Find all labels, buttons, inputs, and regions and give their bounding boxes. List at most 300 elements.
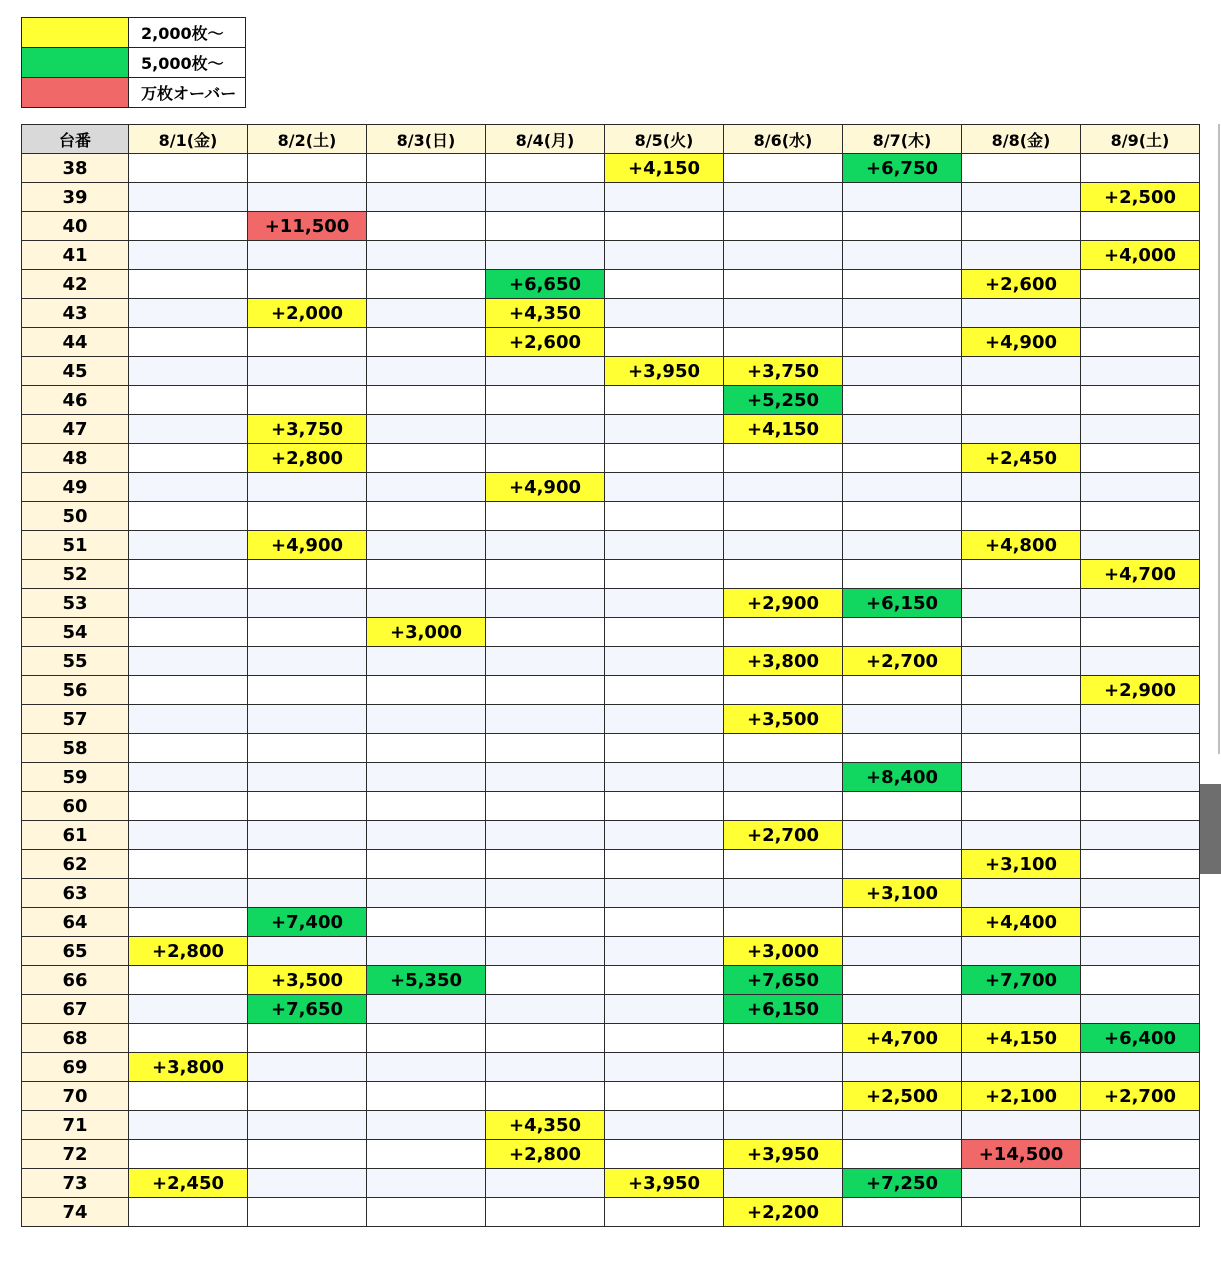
result-cell[interactable]	[605, 1198, 724, 1227]
result-cell[interactable]	[605, 270, 724, 299]
result-cell[interactable]	[724, 473, 843, 502]
result-cell[interactable]	[605, 763, 724, 792]
result-cell[interactable]	[724, 241, 843, 270]
machine-number[interactable]: 40	[22, 212, 129, 241]
result-cell[interactable]	[962, 589, 1081, 618]
result-cell[interactable]	[843, 502, 962, 531]
result-cell[interactable]	[962, 386, 1081, 415]
machine-number[interactable]: 62	[22, 850, 129, 879]
result-cell[interactable]	[962, 1198, 1081, 1227]
machine-number[interactable]: 50	[22, 502, 129, 531]
result-cell[interactable]	[605, 473, 724, 502]
result-cell[interactable]	[724, 1169, 843, 1198]
result-cell[interactable]	[962, 734, 1081, 763]
result-cell[interactable]: +2,700	[843, 647, 962, 676]
result-cell[interactable]	[724, 792, 843, 821]
result-cell[interactable]	[486, 589, 605, 618]
result-cell[interactable]	[248, 589, 367, 618]
result-cell[interactable]	[724, 154, 843, 183]
machine-number[interactable]: 57	[22, 705, 129, 734]
result-cell[interactable]	[367, 792, 486, 821]
result-cell[interactable]	[724, 1111, 843, 1140]
result-cell[interactable]: +3,800	[129, 1053, 248, 1082]
result-cell[interactable]	[367, 676, 486, 705]
result-cell[interactable]	[605, 531, 724, 560]
result-cell[interactable]	[367, 1111, 486, 1140]
machine-number[interactable]: 56	[22, 676, 129, 705]
machine-number[interactable]: 68	[22, 1024, 129, 1053]
result-cell[interactable]	[486, 995, 605, 1024]
result-cell[interactable]	[248, 1111, 367, 1140]
result-cell[interactable]	[962, 241, 1081, 270]
result-cell[interactable]	[367, 937, 486, 966]
result-cell[interactable]	[367, 386, 486, 415]
result-cell[interactable]	[367, 531, 486, 560]
result-cell[interactable]	[367, 154, 486, 183]
result-cell[interactable]	[486, 386, 605, 415]
date-header[interactable]: 8/6(水)	[724, 125, 843, 154]
result-cell[interactable]	[605, 792, 724, 821]
result-cell[interactable]	[129, 734, 248, 763]
date-header[interactable]: 8/9(土)	[1081, 125, 1200, 154]
result-cell[interactable]	[843, 792, 962, 821]
result-cell[interactable]: +7,650	[248, 995, 367, 1024]
result-cell[interactable]	[248, 879, 367, 908]
result-cell[interactable]	[1081, 618, 1200, 647]
result-cell[interactable]	[486, 357, 605, 386]
result-cell[interactable]: +8,400	[843, 763, 962, 792]
result-cell[interactable]	[486, 444, 605, 473]
result-cell[interactable]	[1081, 1198, 1200, 1227]
result-cell[interactable]: +2,000	[248, 299, 367, 328]
result-cell[interactable]	[843, 734, 962, 763]
result-cell[interactable]	[486, 183, 605, 212]
machine-number[interactable]: 64	[22, 908, 129, 937]
result-cell[interactable]: +4,900	[486, 473, 605, 502]
result-cell[interactable]	[843, 937, 962, 966]
result-cell[interactable]	[367, 212, 486, 241]
result-cell[interactable]	[486, 937, 605, 966]
result-cell[interactable]: +3,950	[724, 1140, 843, 1169]
result-cell[interactable]	[843, 966, 962, 995]
result-cell[interactable]	[605, 299, 724, 328]
result-cell[interactable]	[486, 763, 605, 792]
result-cell[interactable]: +7,700	[962, 966, 1081, 995]
machine-number[interactable]: 52	[22, 560, 129, 589]
result-cell[interactable]	[129, 850, 248, 879]
result-cell[interactable]	[605, 589, 724, 618]
result-cell[interactable]	[724, 299, 843, 328]
result-cell[interactable]	[367, 908, 486, 937]
result-cell[interactable]	[1081, 1053, 1200, 1082]
result-cell[interactable]: +2,700	[724, 821, 843, 850]
result-cell[interactable]	[367, 415, 486, 444]
machine-number[interactable]: 47	[22, 415, 129, 444]
result-cell[interactable]	[962, 647, 1081, 676]
result-cell[interactable]	[605, 705, 724, 734]
result-cell[interactable]	[843, 531, 962, 560]
result-cell[interactable]: +5,350	[367, 966, 486, 995]
result-cell[interactable]	[248, 241, 367, 270]
result-cell[interactable]	[843, 357, 962, 386]
result-cell[interactable]	[486, 676, 605, 705]
result-cell[interactable]: +2,800	[248, 444, 367, 473]
result-cell[interactable]: +4,350	[486, 1111, 605, 1140]
result-cell[interactable]	[248, 1169, 367, 1198]
result-cell[interactable]	[605, 1024, 724, 1053]
result-cell[interactable]	[129, 473, 248, 502]
result-cell[interactable]	[1081, 966, 1200, 995]
result-cell[interactable]: +3,800	[724, 647, 843, 676]
result-cell[interactable]	[843, 212, 962, 241]
result-cell[interactable]	[605, 966, 724, 995]
machine-number[interactable]: 45	[22, 357, 129, 386]
result-cell[interactable]	[962, 357, 1081, 386]
result-cell[interactable]	[605, 850, 724, 879]
result-cell[interactable]: +4,150	[962, 1024, 1081, 1053]
result-cell[interactable]	[724, 183, 843, 212]
result-cell[interactable]	[724, 1082, 843, 1111]
result-cell[interactable]	[1081, 763, 1200, 792]
result-cell[interactable]	[367, 473, 486, 502]
machine-number[interactable]: 67	[22, 995, 129, 1024]
result-cell[interactable]	[129, 705, 248, 734]
result-cell[interactable]: +7,250	[843, 1169, 962, 1198]
result-cell[interactable]	[605, 386, 724, 415]
result-cell[interactable]	[486, 1024, 605, 1053]
result-cell[interactable]	[843, 705, 962, 734]
result-cell[interactable]	[962, 560, 1081, 589]
result-cell[interactable]: +6,150	[843, 589, 962, 618]
result-cell[interactable]	[367, 821, 486, 850]
result-cell[interactable]	[1081, 1111, 1200, 1140]
result-cell[interactable]	[605, 241, 724, 270]
result-cell[interactable]	[129, 676, 248, 705]
result-cell[interactable]	[962, 705, 1081, 734]
result-cell[interactable]	[605, 444, 724, 473]
result-cell[interactable]	[129, 908, 248, 937]
result-cell[interactable]	[486, 1053, 605, 1082]
result-cell[interactable]: +4,700	[843, 1024, 962, 1053]
result-cell[interactable]: +3,500	[724, 705, 843, 734]
result-cell[interactable]	[724, 1053, 843, 1082]
result-cell[interactable]	[962, 502, 1081, 531]
result-cell[interactable]	[248, 1082, 367, 1111]
result-cell[interactable]	[129, 1140, 248, 1169]
machine-number[interactable]: 73	[22, 1169, 129, 1198]
result-cell[interactable]: +4,700	[1081, 560, 1200, 589]
result-cell[interactable]: +2,800	[486, 1140, 605, 1169]
date-header[interactable]: 8/7(木)	[843, 125, 962, 154]
result-cell[interactable]	[843, 241, 962, 270]
machine-number[interactable]: 42	[22, 270, 129, 299]
result-cell[interactable]	[248, 792, 367, 821]
result-cell[interactable]	[486, 879, 605, 908]
result-cell[interactable]: +6,150	[724, 995, 843, 1024]
result-cell[interactable]	[129, 1024, 248, 1053]
result-cell[interactable]	[843, 821, 962, 850]
result-cell[interactable]	[843, 995, 962, 1024]
result-cell[interactable]: +3,500	[248, 966, 367, 995]
result-cell[interactable]	[724, 560, 843, 589]
result-cell[interactable]	[843, 618, 962, 647]
machine-number[interactable]: 60	[22, 792, 129, 821]
result-cell[interactable]: +3,100	[843, 879, 962, 908]
result-cell[interactable]	[1081, 415, 1200, 444]
result-cell[interactable]	[605, 618, 724, 647]
result-cell[interactable]	[962, 879, 1081, 908]
result-cell[interactable]	[367, 241, 486, 270]
machine-number[interactable]: 71	[22, 1111, 129, 1140]
result-cell[interactable]	[962, 995, 1081, 1024]
result-cell[interactable]	[486, 560, 605, 589]
result-cell[interactable]	[1081, 995, 1200, 1024]
result-cell[interactable]	[248, 821, 367, 850]
result-cell[interactable]	[486, 734, 605, 763]
result-cell[interactable]	[367, 328, 486, 357]
result-cell[interactable]	[843, 560, 962, 589]
result-cell[interactable]	[486, 792, 605, 821]
result-cell[interactable]	[486, 1198, 605, 1227]
result-cell[interactable]	[1081, 299, 1200, 328]
result-cell[interactable]	[1081, 154, 1200, 183]
result-cell[interactable]: +2,500	[843, 1082, 962, 1111]
result-cell[interactable]	[129, 995, 248, 1024]
scrollbar-thumb[interactable]	[1200, 784, 1221, 874]
result-cell[interactable]	[1081, 270, 1200, 299]
machine-number[interactable]: 58	[22, 734, 129, 763]
machine-number[interactable]: 59	[22, 763, 129, 792]
result-cell[interactable]	[1081, 531, 1200, 560]
machine-number[interactable]: 65	[22, 937, 129, 966]
result-cell[interactable]	[129, 386, 248, 415]
result-cell[interactable]	[962, 1169, 1081, 1198]
result-cell[interactable]	[248, 676, 367, 705]
machine-number[interactable]: 61	[22, 821, 129, 850]
result-cell[interactable]	[486, 241, 605, 270]
result-cell[interactable]	[962, 763, 1081, 792]
result-cell[interactable]	[248, 1053, 367, 1082]
result-cell[interactable]	[843, 676, 962, 705]
result-cell[interactable]	[367, 589, 486, 618]
result-cell[interactable]	[962, 1111, 1081, 1140]
result-cell[interactable]	[486, 531, 605, 560]
result-cell[interactable]: +2,100	[962, 1082, 1081, 1111]
result-cell[interactable]	[1081, 908, 1200, 937]
result-cell[interactable]	[962, 676, 1081, 705]
result-cell[interactable]	[129, 1082, 248, 1111]
result-cell[interactable]	[367, 1140, 486, 1169]
date-header[interactable]: 8/2(土)	[248, 125, 367, 154]
result-cell[interactable]	[962, 183, 1081, 212]
machine-number[interactable]: 39	[22, 183, 129, 212]
result-cell[interactable]	[367, 357, 486, 386]
result-cell[interactable]: +4,900	[248, 531, 367, 560]
result-cell[interactable]: +6,750	[843, 154, 962, 183]
result-cell[interactable]: +2,600	[962, 270, 1081, 299]
result-cell[interactable]	[605, 212, 724, 241]
result-cell[interactable]	[962, 473, 1081, 502]
result-cell[interactable]: +2,900	[724, 589, 843, 618]
result-cell[interactable]	[248, 502, 367, 531]
result-cell[interactable]	[724, 531, 843, 560]
machine-number[interactable]: 53	[22, 589, 129, 618]
result-cell[interactable]	[129, 966, 248, 995]
machine-number[interactable]: 55	[22, 647, 129, 676]
result-cell[interactable]	[367, 879, 486, 908]
result-cell[interactable]	[724, 763, 843, 792]
result-cell[interactable]	[129, 270, 248, 299]
machine-number[interactable]: 44	[22, 328, 129, 357]
result-cell[interactable]	[248, 357, 367, 386]
result-cell[interactable]	[1081, 444, 1200, 473]
result-cell[interactable]	[129, 1111, 248, 1140]
result-cell[interactable]	[367, 1169, 486, 1198]
result-cell[interactable]: +4,000	[1081, 241, 1200, 270]
result-cell[interactable]	[962, 937, 1081, 966]
result-cell[interactable]	[1081, 589, 1200, 618]
result-cell[interactable]	[486, 647, 605, 676]
result-cell[interactable]	[129, 415, 248, 444]
result-cell[interactable]: +2,500	[1081, 183, 1200, 212]
result-cell[interactable]	[248, 647, 367, 676]
result-cell[interactable]	[129, 183, 248, 212]
result-cell[interactable]	[724, 734, 843, 763]
result-cell[interactable]	[367, 502, 486, 531]
machine-number[interactable]: 63	[22, 879, 129, 908]
result-cell[interactable]	[367, 705, 486, 734]
result-cell[interactable]	[724, 212, 843, 241]
result-cell[interactable]	[1081, 705, 1200, 734]
result-cell[interactable]	[962, 415, 1081, 444]
result-cell[interactable]: +2,800	[129, 937, 248, 966]
result-cell[interactable]	[129, 154, 248, 183]
result-cell[interactable]	[843, 1053, 962, 1082]
result-cell[interactable]	[248, 183, 367, 212]
result-cell[interactable]: +4,150	[605, 154, 724, 183]
date-header[interactable]: 8/1(金)	[129, 125, 248, 154]
result-cell[interactable]	[605, 908, 724, 937]
result-cell[interactable]	[724, 908, 843, 937]
date-header[interactable]: 8/4(月)	[486, 125, 605, 154]
result-cell[interactable]	[962, 1053, 1081, 1082]
result-cell[interactable]	[843, 1140, 962, 1169]
result-cell[interactable]	[724, 270, 843, 299]
result-cell[interactable]	[367, 647, 486, 676]
result-cell[interactable]: +3,750	[248, 415, 367, 444]
result-cell[interactable]	[248, 734, 367, 763]
machine-number[interactable]: 70	[22, 1082, 129, 1111]
result-cell[interactable]	[486, 415, 605, 444]
result-cell[interactable]	[1081, 357, 1200, 386]
date-header[interactable]: 8/8(金)	[962, 125, 1081, 154]
result-cell[interactable]	[367, 183, 486, 212]
result-cell[interactable]: +2,900	[1081, 676, 1200, 705]
result-cell[interactable]	[367, 995, 486, 1024]
result-cell[interactable]: +3,100	[962, 850, 1081, 879]
result-cell[interactable]	[248, 270, 367, 299]
result-cell[interactable]	[486, 966, 605, 995]
machine-number[interactable]: 66	[22, 966, 129, 995]
result-cell[interactable]	[248, 705, 367, 734]
date-header[interactable]: 8/3(日)	[367, 125, 486, 154]
result-cell[interactable]	[843, 444, 962, 473]
result-cell[interactable]: +11,500	[248, 212, 367, 241]
result-cell[interactable]	[724, 444, 843, 473]
machine-number[interactable]: 72	[22, 1140, 129, 1169]
corner-header[interactable]: 台番	[22, 125, 129, 154]
result-cell[interactable]	[367, 763, 486, 792]
result-cell[interactable]	[843, 1111, 962, 1140]
result-cell[interactable]	[843, 270, 962, 299]
result-cell[interactable]	[367, 1198, 486, 1227]
result-cell[interactable]	[605, 647, 724, 676]
result-cell[interactable]: +5,250	[724, 386, 843, 415]
result-cell[interactable]: +4,800	[962, 531, 1081, 560]
machine-number[interactable]: 54	[22, 618, 129, 647]
result-cell[interactable]	[962, 792, 1081, 821]
result-cell[interactable]	[1081, 473, 1200, 502]
result-cell[interactable]	[248, 763, 367, 792]
result-cell[interactable]	[129, 1198, 248, 1227]
result-cell[interactable]	[248, 937, 367, 966]
result-cell[interactable]	[605, 1053, 724, 1082]
result-cell[interactable]	[962, 618, 1081, 647]
result-cell[interactable]	[605, 502, 724, 531]
machine-number[interactable]: 38	[22, 154, 129, 183]
result-cell[interactable]	[248, 154, 367, 183]
result-cell[interactable]	[367, 444, 486, 473]
machine-number[interactable]: 69	[22, 1053, 129, 1082]
result-cell[interactable]	[129, 879, 248, 908]
result-cell[interactable]	[605, 821, 724, 850]
result-cell[interactable]	[843, 415, 962, 444]
result-cell[interactable]	[605, 560, 724, 589]
result-cell[interactable]	[129, 589, 248, 618]
result-cell[interactable]	[843, 183, 962, 212]
result-cell[interactable]	[367, 1082, 486, 1111]
result-cell[interactable]	[486, 502, 605, 531]
result-cell[interactable]	[367, 270, 486, 299]
result-cell[interactable]: +14,500	[962, 1140, 1081, 1169]
machine-number[interactable]: 74	[22, 1198, 129, 1227]
result-cell[interactable]	[843, 473, 962, 502]
result-cell[interactable]	[367, 560, 486, 589]
result-cell[interactable]	[129, 763, 248, 792]
result-cell[interactable]	[367, 734, 486, 763]
result-cell[interactable]	[1081, 792, 1200, 821]
result-cell[interactable]: +4,150	[724, 415, 843, 444]
result-cell[interactable]	[129, 328, 248, 357]
result-cell[interactable]	[1081, 821, 1200, 850]
date-header[interactable]: 8/5(火)	[605, 125, 724, 154]
result-cell[interactable]	[605, 1111, 724, 1140]
result-cell[interactable]: +3,000	[367, 618, 486, 647]
result-cell[interactable]	[724, 879, 843, 908]
result-cell[interactable]	[1081, 734, 1200, 763]
result-cell[interactable]: +2,700	[1081, 1082, 1200, 1111]
result-cell[interactable]	[486, 705, 605, 734]
result-cell[interactable]	[129, 502, 248, 531]
result-cell[interactable]: +7,400	[248, 908, 367, 937]
result-cell[interactable]	[248, 1198, 367, 1227]
result-cell[interactable]	[486, 212, 605, 241]
result-cell[interactable]	[129, 647, 248, 676]
result-cell[interactable]	[605, 1140, 724, 1169]
machine-number[interactable]: 48	[22, 444, 129, 473]
result-cell[interactable]	[129, 357, 248, 386]
result-cell[interactable]	[605, 183, 724, 212]
